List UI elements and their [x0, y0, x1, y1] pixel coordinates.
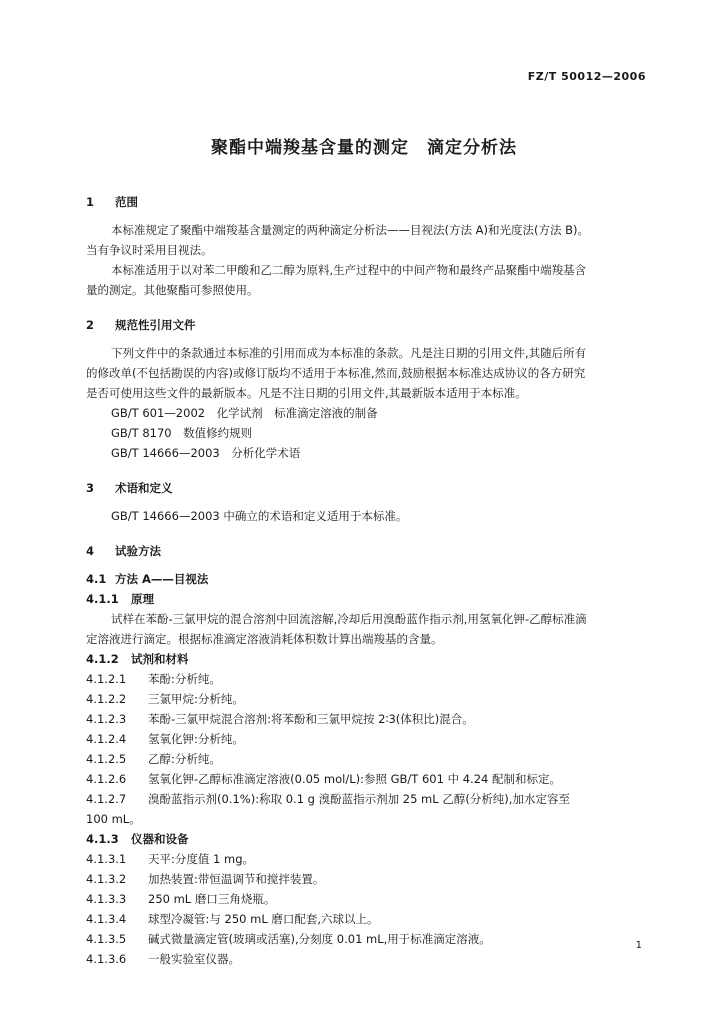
subsection-4-1-2-heading — [86, 649, 649, 669]
section-number: 4 — [86, 544, 95, 558]
subsection-title: 仪器和设备 — [131, 832, 189, 846]
item-text: 碱式微量滴定管(玻璃或活塞),分刻度 0.01 mL,用于标准滴定溶液。 — [148, 932, 491, 946]
reagent-item — [86, 769, 649, 789]
item-number: 4.1.3.6 — [86, 952, 127, 966]
paragraph-line: 下列文件中的条款通过本标准的引用而成为本标准的条款。凡是注日期的引用文件,其随后所有 — [111, 346, 587, 360]
item-text: 三氯甲烷:分析纯。 — [148, 692, 244, 706]
item-text: 苯酚-三氯甲烷混合溶剂:将苯酚和三氯甲烷按 2∶3(体积比)混合。 — [148, 712, 474, 726]
paragraph-line: 的修改单(不包括勘误的内容)或修订版均不适用于本标准,然而,鼓励根据本标准达成协议的各方研究 — [86, 366, 586, 380]
paragraph-line: 当有争议时采用目视法。 — [86, 243, 213, 257]
reference-item: GB/T 601—2002 化学试剂 标准滴定溶液的制备 — [111, 406, 378, 420]
paragraph-line: GB/T 14666—2003 中确立的术语和定义适用于本标准。 — [111, 509, 408, 523]
paragraph-line: 本标准规定了聚酯中端羧基含量测定的两种滴定分析法——目视法(方法 A)和光度法(方法 B)。 — [111, 223, 590, 237]
item-number: 4.1.2.5 — [86, 752, 127, 766]
item-number: 4.1.3.2 — [86, 872, 127, 886]
item-text: 加热装置:带恒温调节和搅拌装置。 — [148, 872, 325, 886]
paragraph-line: 是否可使用这些文件的最新版本。凡是不注日期的引用文件,其最新版本适用于本标准。 — [86, 386, 527, 400]
item-text: 氢氧化钾:分析纯。 — [148, 732, 244, 746]
paragraph-line: 试样在苯酚-三氯甲烷的混合溶剂中回流溶解,冷却后用溴酚蓝作指示剂,用氢氧化钾-乙醇标准滴 — [111, 612, 587, 626]
subsection-4-1-heading — [86, 569, 649, 589]
paragraph-line: 本标准适用于以对苯二甲酸和乙二醇为原料,生产过程中的中间产物和最终产品聚酯中端羧基含 — [111, 263, 587, 277]
equipment-item — [86, 889, 649, 909]
paragraph-line: 定溶液进行滴定。根据标准滴定溶液消耗体积数计算出端羧基的含量。 — [86, 632, 443, 646]
item-text: 溴酚蓝指示剂(0.1%):称取 0.1 g 溴酚蓝指示剂加 25 mL 乙醇(分析纯),加水定容至 — [148, 792, 570, 806]
item-text: 天平:分度值 1 mg。 — [148, 852, 255, 866]
reference-item: GB/T 14666—2003 分析化学术语 — [111, 446, 301, 460]
subsection-number: 4.1.1 — [86, 592, 119, 606]
section-number: 3 — [86, 481, 95, 495]
section-number: 1 — [86, 195, 95, 209]
item-number: 4.1.3.3 — [86, 892, 127, 906]
section-title: 规范性引用文件 — [115, 318, 196, 332]
item-number: 4.1.2.6 — [86, 772, 127, 786]
subsection-number: 4.1.2 — [86, 652, 119, 666]
reagent-item-continuation: 100 mL。 — [86, 812, 141, 826]
subsection-number: 4.1.3 — [86, 832, 119, 846]
subsection-number: 4.1 — [86, 572, 107, 586]
section-title: 术语和定义 — [115, 481, 173, 495]
document-title: 聚酯中端羧基含量的测定 滴定分析法 — [211, 138, 517, 158]
reagent-item — [86, 789, 649, 809]
subsection-title: 原理 — [131, 592, 154, 606]
reagent-item — [86, 689, 649, 709]
section-2-heading — [86, 315, 649, 335]
section-4-heading — [86, 541, 649, 561]
section-title: 试验方法 — [115, 544, 161, 558]
reagent-item — [86, 729, 649, 749]
item-text: 250 mL 磨口三角烧瓶。 — [148, 892, 276, 906]
item-number: 4.1.2.2 — [86, 692, 127, 706]
item-number: 4.1.3.1 — [86, 852, 127, 866]
equipment-item — [86, 849, 649, 869]
standard-code: FZ/T 50012—2006 — [527, 70, 646, 83]
section-3-heading — [86, 478, 649, 498]
equipment-item — [86, 949, 649, 969]
item-text: 一般实验室仪器。 — [148, 952, 240, 966]
equipment-item — [86, 909, 649, 929]
reference-item: GB/T 8170 数值修约规则 — [111, 426, 253, 440]
item-number: 4.1.2.1 — [86, 672, 127, 686]
item-text: 氢氧化钾-乙醇标准滴定溶液(0.05 mol/L):参照 GB/T 601 中 4.24 配制和标定。 — [148, 772, 562, 786]
section-title: 范围 — [115, 195, 138, 209]
section-number: 2 — [86, 318, 95, 332]
reagent-item — [86, 749, 649, 769]
subsection-4-1-3-heading — [86, 829, 649, 849]
reagent-item — [86, 669, 649, 689]
item-text: 球型冷凝管:与 250 mL 磨口配套,六球以上。 — [148, 912, 379, 926]
paragraph-line: 量的测定。其他聚酯可参照使用。 — [86, 283, 259, 297]
item-text: 苯酚:分析纯。 — [148, 672, 221, 686]
section-1-heading — [86, 192, 649, 212]
item-number: 4.1.3.5 — [86, 932, 127, 946]
subsection-4-1-1-heading — [86, 589, 649, 609]
page-number: 1 — [635, 940, 642, 951]
item-number: 4.1.2.3 — [86, 712, 127, 726]
item-number: 4.1.2.7 — [86, 792, 127, 806]
item-text: 乙醇:分析纯。 — [148, 752, 221, 766]
item-number: 4.1.3.4 — [86, 912, 127, 926]
document-body — [86, 192, 649, 969]
subsection-title: 试剂和材料 — [131, 652, 189, 666]
item-number: 4.1.2.4 — [86, 732, 127, 746]
subsection-title: 方法 A——目视法 — [115, 572, 209, 586]
reagent-item — [86, 709, 649, 729]
equipment-item — [86, 869, 649, 889]
equipment-item — [86, 929, 649, 949]
